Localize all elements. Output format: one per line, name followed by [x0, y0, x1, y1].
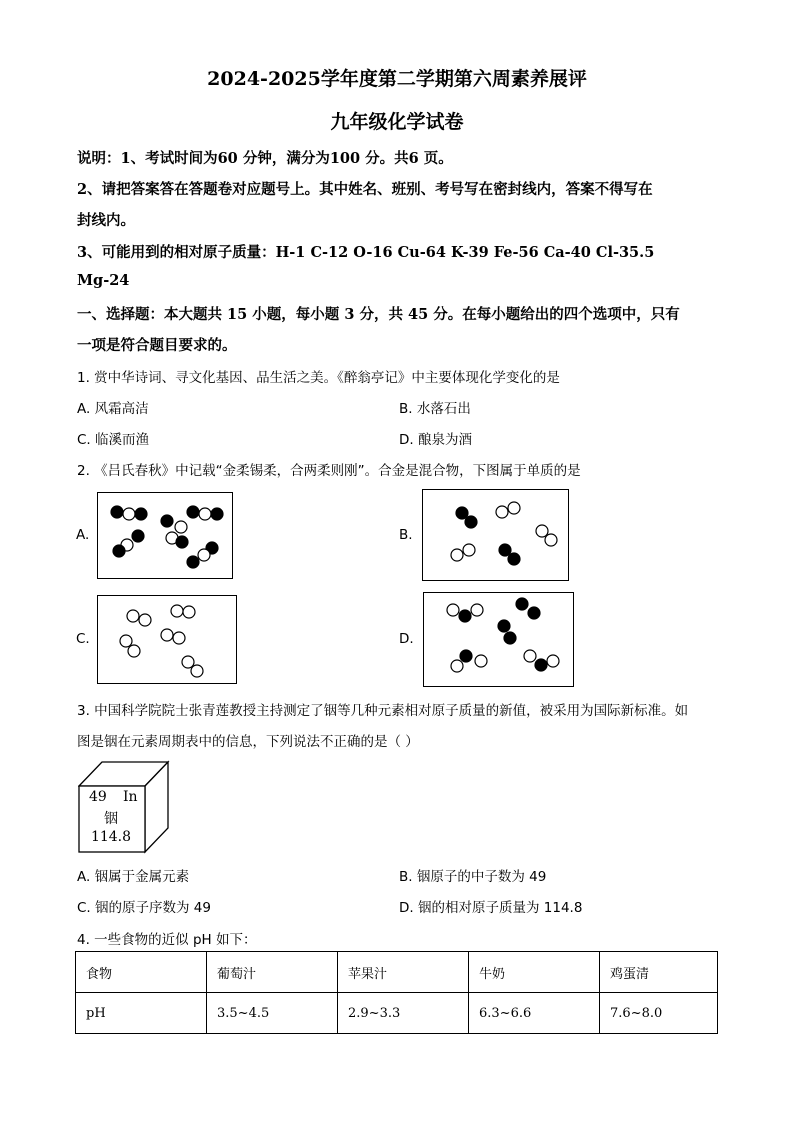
table-cell: pH — [76, 993, 207, 1034]
q3-option-d[interactable]: D. 铟的相对原子质量为 114.8 — [399, 900, 583, 916]
q1-stem: 1. 赏中华诗词、寻文化基因、品生活之美。《醉翁亭记》中主要体现化学变化的是 — [77, 370, 560, 386]
q2-option-a[interactable]: A. — [76, 527, 90, 543]
table-cell: 3.5~4.5 — [207, 993, 338, 1034]
element-name: 铟 — [104, 811, 118, 827]
q3-option-b[interactable]: B. 铟原子的中子数为 49 — [399, 869, 547, 885]
q2-option-b[interactable]: B. — [399, 527, 413, 543]
q3-stem-line-2: 图是铟在元素周期表中的信息，下列说法不正确的是（ ） — [77, 734, 419, 750]
table-row — [76, 952, 718, 993]
table-cell: 6.3~6.6 — [469, 993, 600, 1034]
table-cell: 2.9~3.3 — [338, 993, 469, 1034]
note-line-2a: 2、请把答案答在答题卷对应题号上。其中姓名、班别、考号写在密封线内，答案不得写在 — [77, 181, 653, 198]
table-cell: 苹果汁 — [338, 952, 469, 993]
q3-option-a[interactable]: A. 铟属于金属元素 — [77, 869, 190, 885]
exam-subtitle: 九年级化学试卷 — [330, 111, 464, 133]
table-cell: 7.6~8.0 — [600, 993, 718, 1034]
q1-option-a[interactable]: A. 风霜高洁 — [77, 401, 149, 417]
q1-option-b[interactable]: B. 水落石出 — [399, 401, 471, 417]
ph-table — [75, 951, 718, 1034]
exam-title: 2024-2025学年度第二学期第六周素养展评 — [207, 68, 587, 90]
q4-stem: 4. 一些食物的近似 pH 如下： — [77, 932, 257, 948]
table-cell: 鸡蛋清 — [600, 952, 718, 993]
table-cell: 牛奶 — [469, 952, 600, 993]
note-line-3b: Mg-24 — [77, 272, 130, 289]
q2-option-d[interactable]: D. — [399, 631, 414, 647]
section-heading-line-2: 一项是符合题目要求的。 — [77, 337, 237, 354]
note-line-1: 说明：1、考试时间为60 分钟，满分为100 分。共6 页。 — [77, 150, 453, 167]
table-row — [76, 993, 718, 1034]
q3-option-c[interactable]: C. 铟的原子序数为 49 — [77, 900, 211, 916]
q2-stem: 2. 《吕氏春秋》中记载“金柔锡柔，合两柔则刚”。合金是混合物，下图属于单质的是 — [77, 463, 581, 479]
table-cell: 食物 — [76, 952, 207, 993]
table-cell: 葡萄汁 — [207, 952, 338, 993]
q3-stem-line-1: 3. 中国科学院院士张青莲教授主持测定了铟等几种元素相对原子质量的新值，被采用为国际新标准。如 — [77, 703, 689, 719]
q2-option-c[interactable]: C. — [76, 631, 90, 647]
section-heading-line-1: 一、选择题：本大题共 15 小题，每小题 3 分，共 45 分。在每小题给出的四个选项中，只有 — [77, 306, 680, 323]
element-atomic-number: 49 — [89, 789, 107, 805]
note-line-2b: 封线内。 — [77, 212, 135, 229]
note-line-3a: 3、可能用到的相对原子质量：H-1 C-12 O-16 Cu-64 K-39 Fe-56 Ca-40 Cl-35.5 — [77, 244, 655, 261]
element-atomic-mass: 114.8 — [90, 829, 132, 845]
q1-option-c[interactable]: C. 临溪而渔 — [77, 432, 150, 448]
q1-option-d[interactable]: D. 酿泉为酒 — [399, 432, 472, 448]
element-symbol: In — [123, 789, 138, 805]
